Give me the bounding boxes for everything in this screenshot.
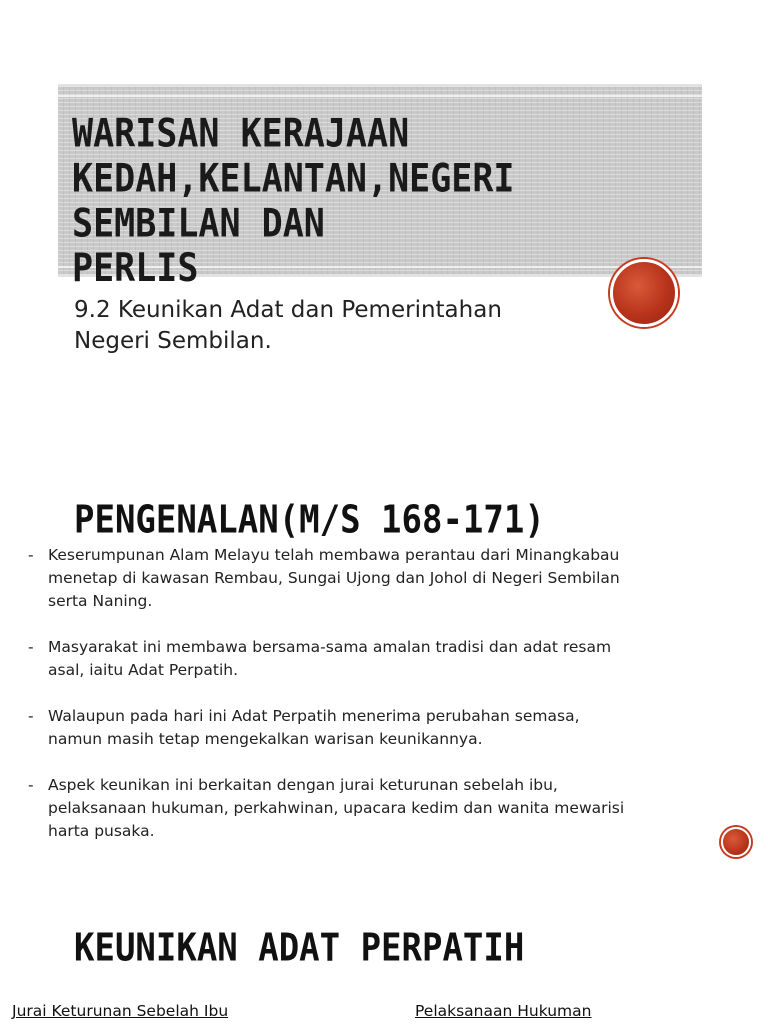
bullet-line: Keserumpunan Alam Melayu telah membawa perantau dari Minangkabau: [48, 546, 620, 564]
bullet-line: menetap di kawasan Rembau, Sungai Ujong dan Johol di Negeri Sembilan: [48, 569, 620, 587]
decorative-circle-small-icon: [721, 827, 751, 857]
subtitle-line-2: Negeri Sembilan.: [74, 328, 272, 354]
heading-pelaksanaan-hukuman: Pelaksanaan Hukuman: [415, 1002, 592, 1020]
pengenalan-title: PENGENALAN(M/S 168-171): [74, 498, 545, 543]
slide-pengenalan: [0, 470, 768, 890]
main-title-line-1: WARISAN KERAJAAN: [72, 112, 410, 157]
bullet-dash: -: [28, 546, 34, 564]
list-item: [28, 705, 718, 751]
slide-keunikan: [0, 890, 768, 1024]
bullet-line: Walaupun pada hari ini Adat Perpatih menerima perubahan semasa,: [48, 707, 580, 725]
bullet-line: serta Naning.: [48, 592, 153, 610]
bullet-line: pelaksanaan hukuman, perkahwinan, upacara kedim dan wanita mewarisi: [48, 799, 625, 817]
main-title-line-3: PERLIS: [72, 246, 199, 292]
band-line-top: [58, 95, 702, 97]
bullet-dash: -: [28, 776, 34, 794]
subtitle-line-1: 9.2 Keunikan Adat dan Pemerintahan: [74, 297, 502, 323]
list-item: [28, 544, 718, 613]
bullet-dash: -: [28, 638, 34, 656]
bullet-line: Aspek keunikan ini berkaitan dengan jurai keturunan sebelah ibu,: [48, 776, 558, 794]
main-title: [72, 112, 692, 291]
bullet-line: asal, iaitu Adat Perpatih.: [48, 661, 239, 679]
list-item: [28, 636, 718, 682]
decorative-circle-icon: [610, 259, 678, 327]
main-title-line-2: KEDAH,KELANTAN,NEGERI SEMBILAN DAN: [72, 156, 515, 247]
bullet-line: harta pusaka.: [48, 822, 155, 840]
bullet-line: namun masih tetap mengekalkan warisan keunikannya.: [48, 730, 483, 748]
heading-jurai-keturunan: Jurai Keturunan Sebelah Ibu: [12, 1002, 229, 1020]
keunikan-title: KEUNIKAN ADAT PERPATIH: [74, 926, 525, 971]
bullet-dash: -: [28, 707, 34, 725]
bullet-line: Masyarakat ini membawa bersama-sama amalan tradisi dan adat resam: [48, 638, 612, 656]
list-item: [28, 774, 718, 843]
bullet-list: [28, 544, 718, 866]
subtitle: [74, 295, 594, 357]
slide-title: [0, 0, 768, 470]
